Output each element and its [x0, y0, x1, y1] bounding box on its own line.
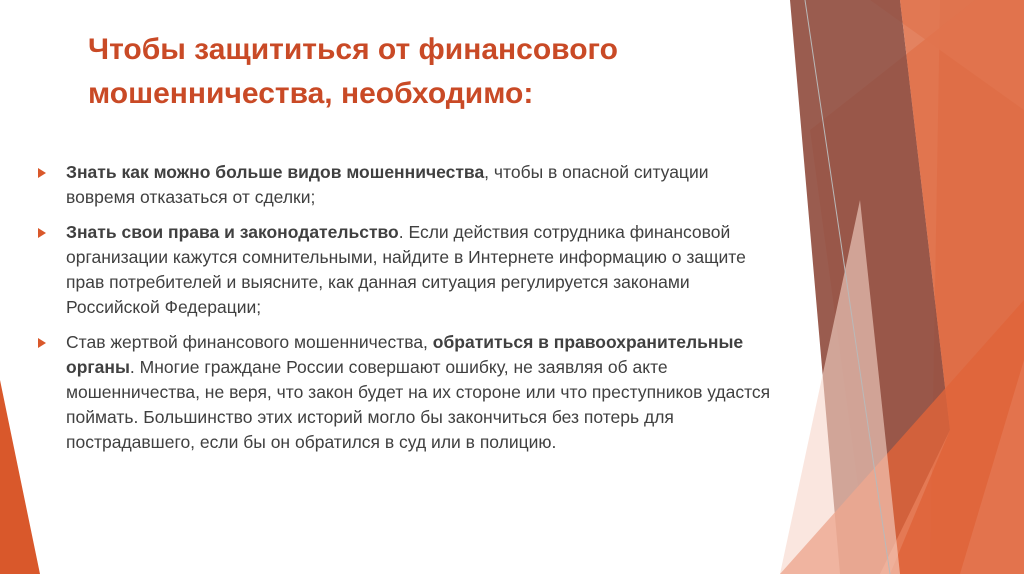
bullet-list	[38, 160, 778, 465]
list-item-rest: . Многие граждане России совершают ошибку, не заявляя об акте мошенничества, не веря, что закон будет на их стороне или что преступников удастся поймать. Большинство этих историй могло бы закончиться без потерь для пострадавшего, если бы он обратился в суд или в полицию.	[66, 357, 771, 452]
list-item-rest: . Если действия сотрудника финансовой организации кажутся сомнительными, найдите в Интернете информацию о защите прав потребителей и выясните, как данная ситуация регулируется законами Российской Федерации;	[66, 222, 746, 317]
bullet-arrow-icon	[38, 228, 46, 238]
list-item-rest: , чтобы в опасной ситуации вовремя отказаться от сделки;	[66, 162, 709, 207]
list-item-text	[66, 220, 778, 320]
bullet-arrow-icon	[38, 168, 46, 178]
list-item	[38, 220, 778, 320]
list-item-pre: Став жертвой финансового мошенничества,	[66, 332, 433, 352]
list-item-text	[66, 330, 778, 455]
list-item	[38, 330, 778, 455]
deco-left-triangle	[0, 380, 40, 574]
list-item	[38, 160, 778, 210]
slide-title: Чтобы защититься от финансового мошенничества, необходимо:	[88, 33, 618, 110]
list-item-text	[66, 160, 778, 210]
list-item-bold: Знать свои права и законодательство	[66, 222, 399, 242]
list-item-bold: обратиться в правоохранительные органы	[66, 332, 744, 377]
bullet-arrow-icon	[38, 338, 46, 348]
list-item-bold: Знать как можно больше видов мошенничества	[66, 162, 485, 182]
